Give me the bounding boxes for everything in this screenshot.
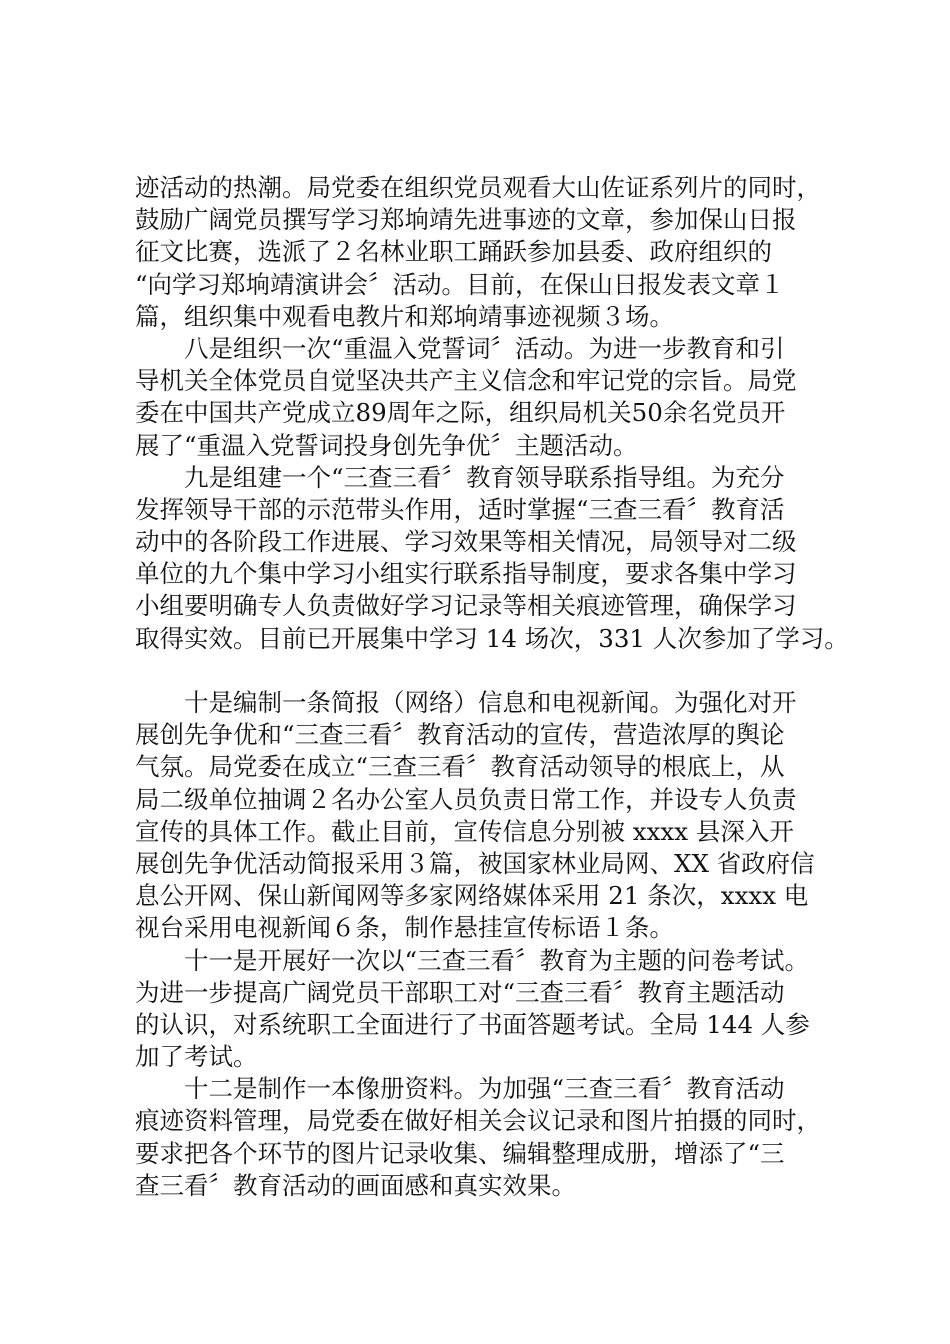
text-line: 息公开网、保山新闻网等多家网络媒体采用 21 条次，xxxx 电: [135, 881, 809, 911]
text-line: 展了“重温入党誓词投身创先争优〞主题活动。: [135, 430, 638, 460]
text-line: 发挥领导干部的示范带头作用，适时掌握“三查三看〞教育活: [135, 494, 785, 524]
paragraph: [135, 172, 841, 333]
paragraph: [135, 333, 841, 462]
text-line: 气氛。局党委在成立“三查三看〞教育活动领导的根底上，从: [135, 752, 785, 782]
document-page: [135, 172, 849, 1202]
paragraph: [135, 945, 841, 1074]
text-line: 鼓励广阔党员撰写学习郑垧靖先进事迹的文章，参加保山日报: [135, 205, 797, 235]
text-line: 征文比赛，选派了２名林业职工踊跃参加县委、政府组织的: [135, 237, 772, 267]
text-line: 宣传的具体工作。截止目前，宣传信息分别被 xxxx 县深入开: [135, 816, 794, 846]
paragraph: [135, 1073, 841, 1202]
text-line: 迹活动的热潮。局党委在组织党员观看大山佐证系列片的同时，: [135, 173, 821, 202]
text-line: 取得实效。目前已开展集中学习 14 场次，331 人次参加了学习。: [135, 623, 849, 653]
text-line: 要求把各个环节的图片记录收集、编辑整理成册，增添了“三: [135, 1138, 785, 1168]
text-line: 委在中国共产党成立89周年之际，组织局机关50余名党员开: [135, 398, 786, 428]
text-line: 小组要明确专人负责做好学习记录等相关痕迹管理，确保学习: [135, 591, 797, 621]
text-line: 展创先争优活动简报采用３篇，被国家林业局网、XX 省政府信: [135, 848, 815, 878]
text-line: 九是组建一个“三查三看〞教育领导联系指导组。为充分: [184, 462, 785, 492]
text-line: 痕迹资料管理，局党委在做好相关会议记录和图片拍摄的同时，: [135, 1106, 821, 1136]
text-line: 的认识，对系统职工全面进行了书面答题考试。全局 144 人参: [135, 1009, 810, 1039]
text-line: 加了考试。: [135, 1042, 258, 1072]
text-line: 视台采用电视新闻６条，制作悬挂宣传标语１条。: [135, 913, 674, 943]
text-line: 十一是开展好一次以“三查三看〞教育为主题的问卷考试。: [184, 945, 810, 975]
text-line: “向学习郑垧靖演讲会〞活动。目前，在保山日报发表文章１: [135, 269, 785, 299]
text-line: 十是编制一条简报（网络）信息和电视新闻。为强化对开: [184, 688, 797, 717]
text-line: 单位的九个集中学习小组实行联系指导制度，要求各集中学习: [135, 559, 797, 589]
blank-line: [135, 655, 841, 687]
text-line: 查三看〞教育活动的画面感和真实效果。: [135, 1170, 576, 1200]
text-line: 为进一步提高广阔党员干部职工对“三查三看〞教育主题活动: [135, 977, 785, 1007]
paragraph: [135, 687, 841, 945]
paragraph: [135, 462, 849, 655]
text-line: 八是组织一次“重温入党誓词〞活动。为进一步教育和引: [184, 333, 785, 363]
text-line: 局二级单位抽调２名办公室人员负责日常工作，并设专人负责: [135, 784, 797, 814]
text-line: 导机关全体党员自觉坚决共产主义信念和牢记党的宗旨。局党: [135, 366, 797, 396]
text-line: 篇，组织集中观看电教片和郑垧靖事迹视频３场。: [135, 301, 674, 331]
text-line: 动中的各阶段工作进展、学习效果等相关情况，局领导对二级: [135, 527, 797, 557]
text-line: 展创先争优和“三查三看〞教育活动的宣传，营造浓厚的舆论: [135, 720, 785, 750]
text-line: 十二是制作一本像册资料。为加强“三查三看〞教育活动: [184, 1074, 785, 1104]
